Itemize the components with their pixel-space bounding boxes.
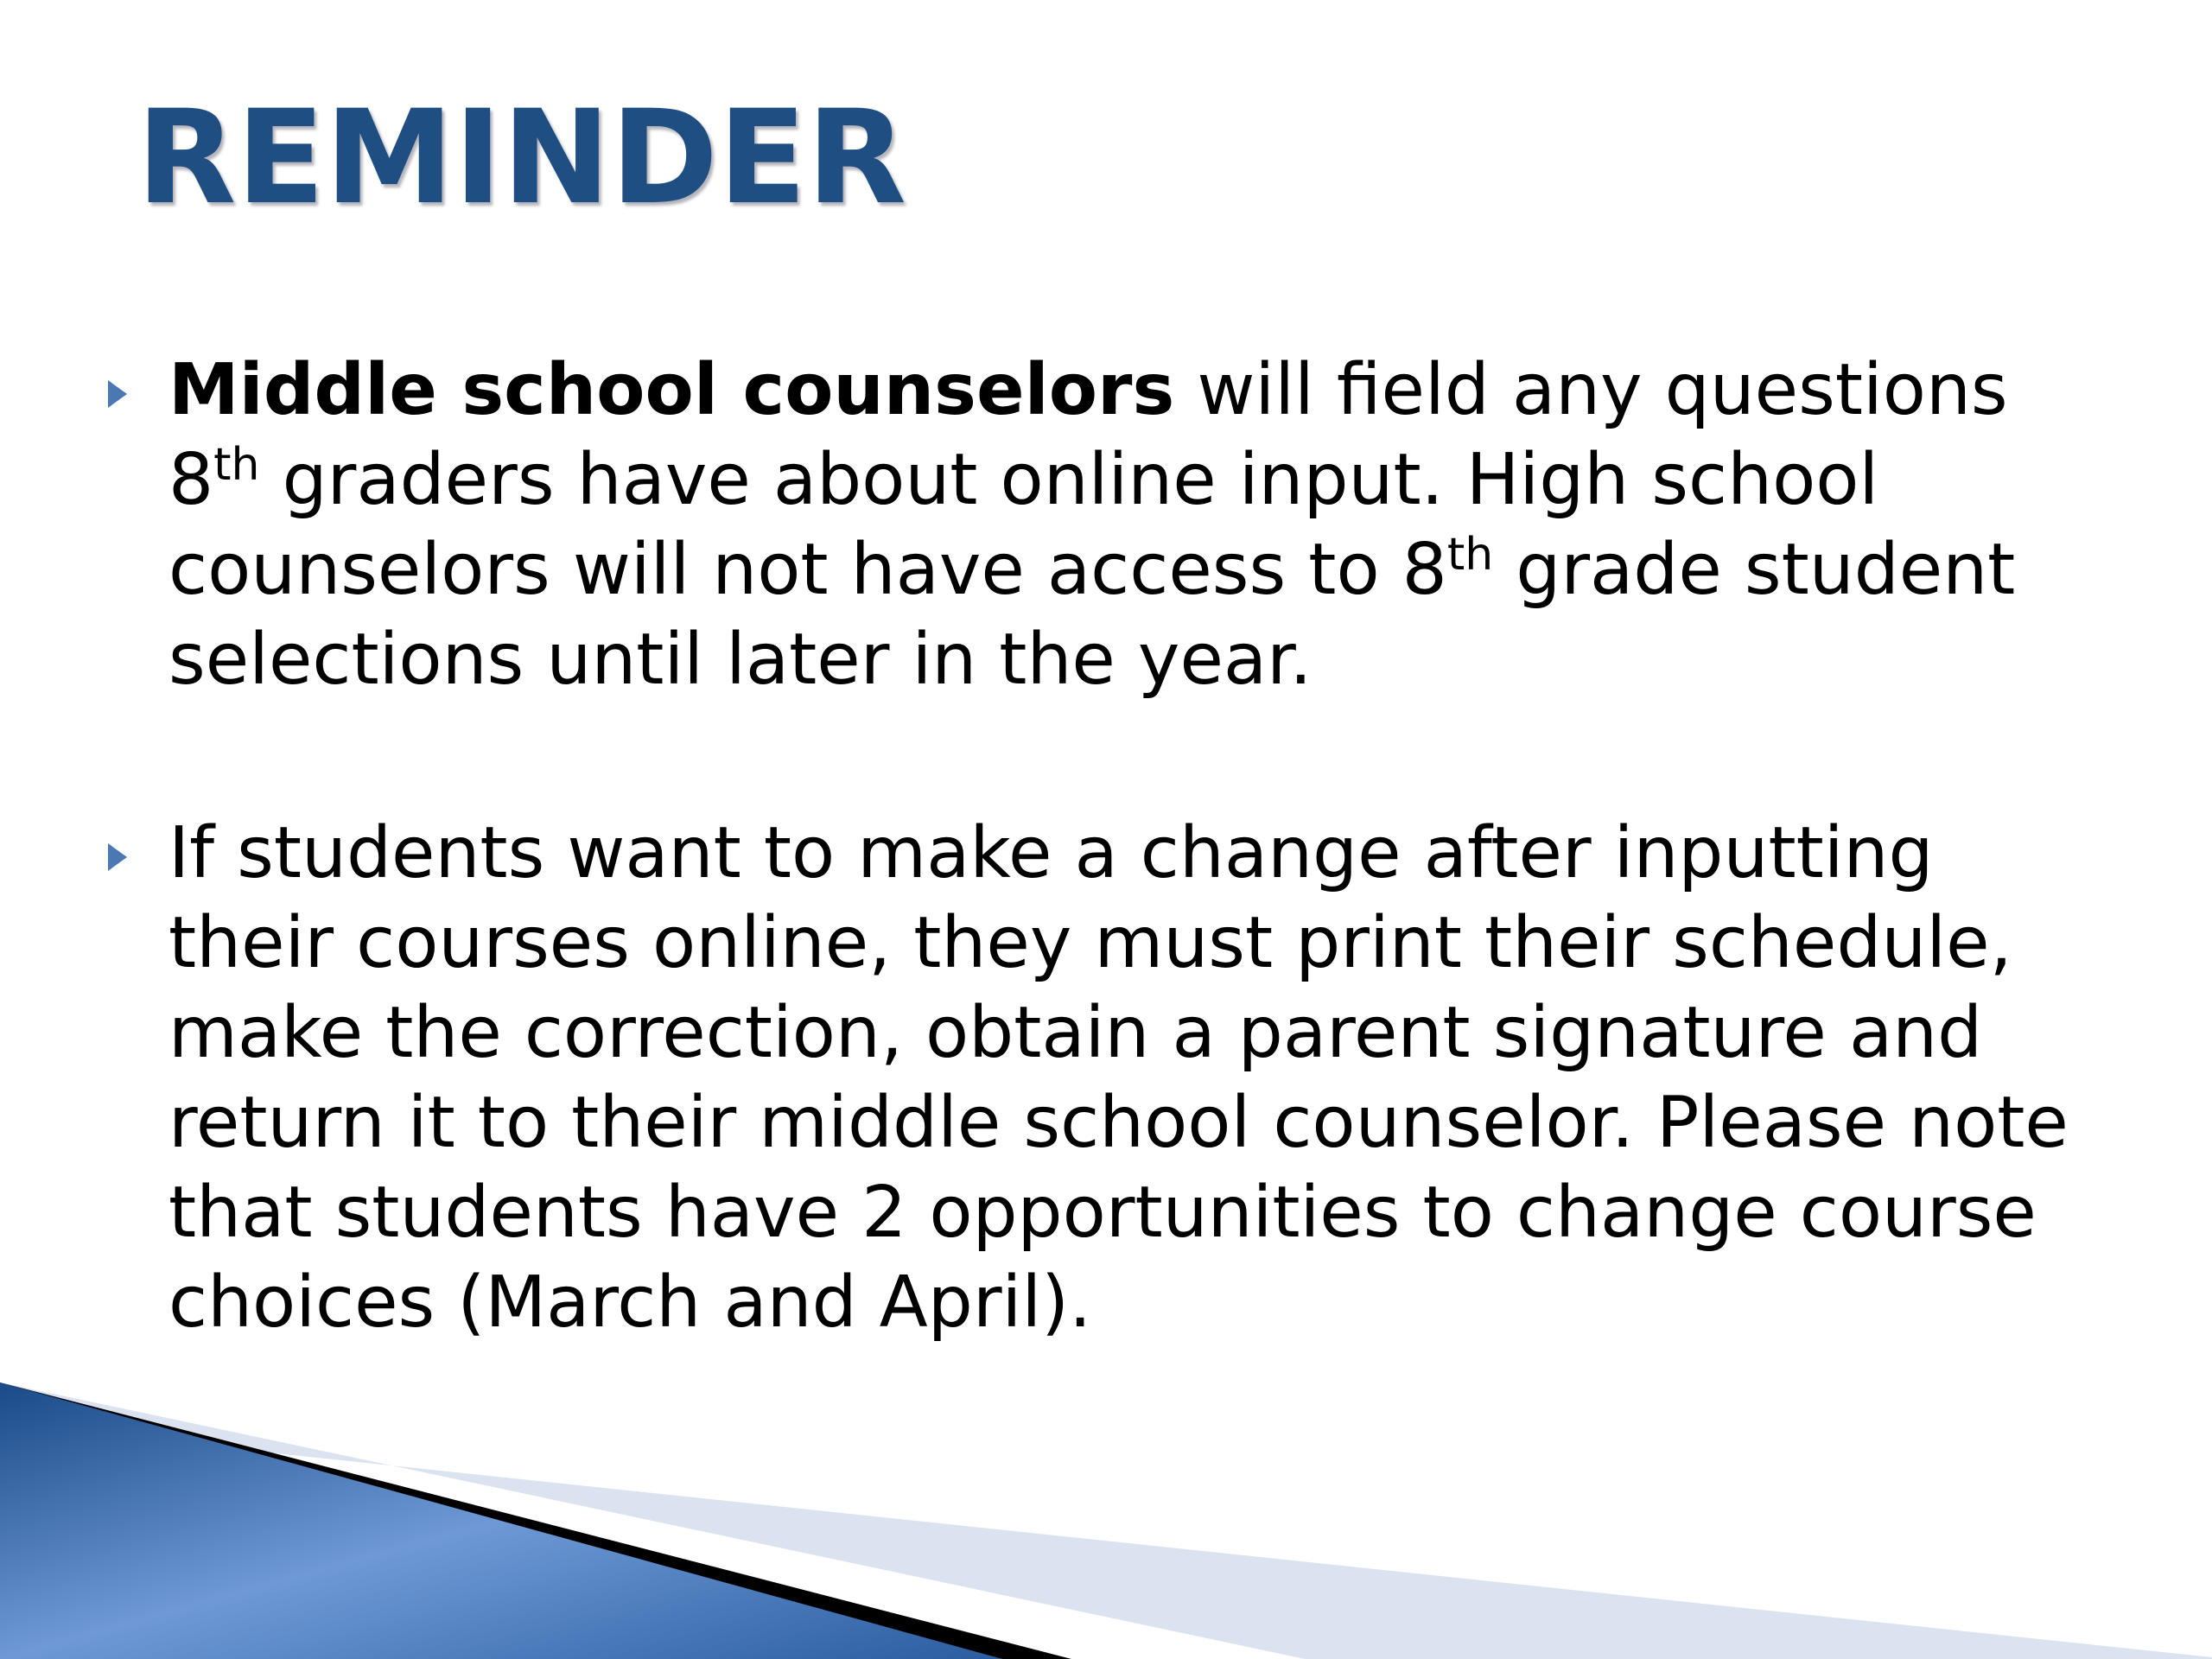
slide-title: REMINDER	[137, 83, 907, 233]
bullet-text-part: graders have about online input. High school counselors will not have access to 8	[168, 439, 1879, 611]
triangle-bullet-icon	[108, 380, 127, 408]
bullet-text: If students want to make a change after inputting their courses online, they must print their schedule, make the correction, obtain a parent signature and return it to their middle school counselor. Please note that students have 2 opportunities to change course choices (March and April).	[168, 812, 2069, 1344]
bullet-bold-lead: Middle school counselors	[168, 349, 1175, 431]
bullet-text-part: grade student selections until later in the year.	[168, 529, 2016, 701]
bullet-item-changes	[168, 809, 2104, 1348]
ordinal-suffix: th	[213, 439, 260, 491]
decorative-swoosh	[0, 1382, 2212, 1659]
triangle-bullet-icon	[108, 843, 127, 871]
bullet-list	[168, 346, 2104, 1348]
bullet-item-counselors	[168, 346, 2104, 705]
bullet-text-part: will field any questions 8	[168, 349, 2008, 521]
ordinal-suffix: th	[1446, 529, 1494, 581]
